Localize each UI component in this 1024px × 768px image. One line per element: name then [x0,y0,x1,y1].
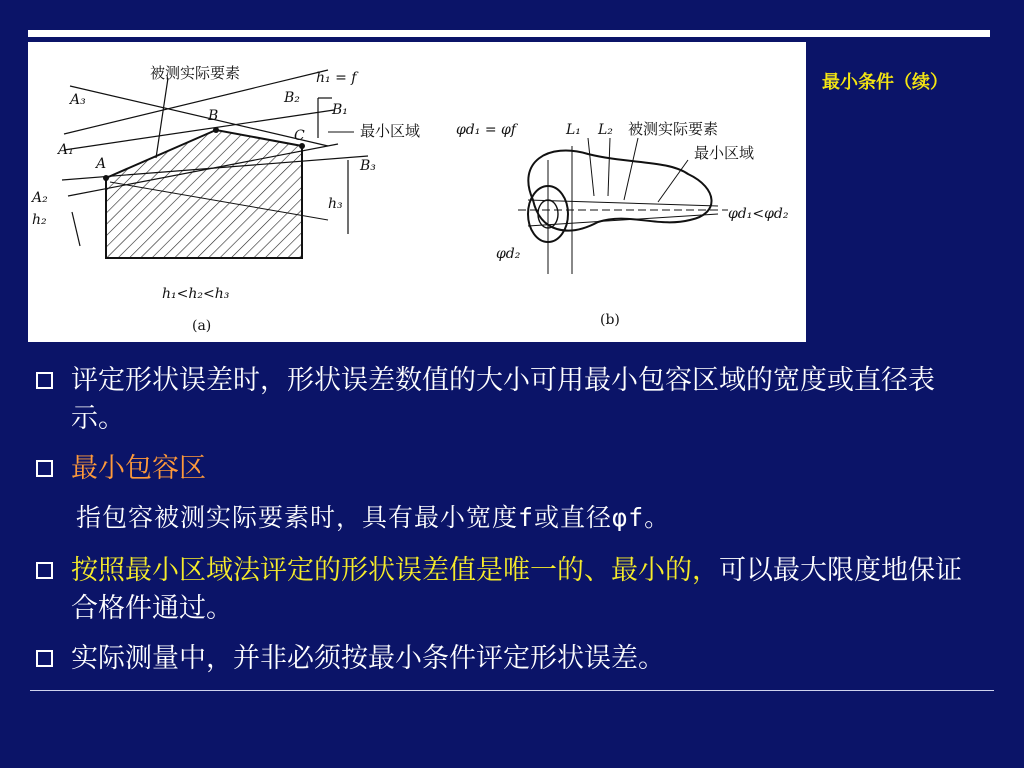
bullet-4 [36,640,976,678]
bottom-rule [30,690,994,691]
bullet-box-icon [36,460,53,477]
label-A2: A₂ [32,190,48,206]
bullet-box-icon [36,650,53,667]
leader-L2 [608,138,610,196]
caption-a: (a) [192,318,212,334]
label-measured-a: 被测实际要素 [150,64,241,82]
label-B: B [208,108,219,124]
slide-title: 最小条件（续） [822,72,948,93]
label-B2: B₂ [284,90,300,106]
label-h2: h₂ [32,212,47,228]
leader-L1 [588,138,594,196]
figure-diagram [28,42,806,342]
label-L2: L₂ [598,122,613,138]
label-min-zone-a: 最小区域 [360,122,421,140]
label-min-zone-b: 最小区域 [694,144,755,162]
blob-outline [528,151,711,231]
bullet-3-rest: 可以最大限度地保证合格件通过。 [71,555,962,624]
leader-measured-b [624,138,638,200]
label-A: A [96,156,107,172]
bullet-2-detail: 指包容被测实际要素时，具有最小宽度f或直径φf。 [76,503,671,532]
bullet-box-icon [36,372,53,389]
caption-b: (b) [600,312,620,328]
label-A3: A₃ [70,92,86,108]
point-A [103,175,109,181]
label-h3: h₃ [328,196,343,212]
bullet-1-text: 评定形状误差时，形状误差数值的大小可用最小包容区域的宽度或直径表示。 [71,365,935,434]
label-C: C [294,128,305,144]
bullet-3 [36,552,976,628]
label-B3: B₃ [360,158,376,174]
label-h1f: h₁ = f [316,70,357,86]
dim-h2 [72,212,80,246]
leader-measured [156,78,168,158]
figure-panel [28,42,806,342]
label-measured-b: 被测实际要素 [628,120,719,138]
label-L1: L₁ [566,122,581,138]
figure-b [456,120,789,328]
bullet-3-highlight: 按照最小区域法评定的形状误差值是唯一的、最小的， [71,555,719,586]
bullet-3-text [71,552,976,628]
label-A1: A₁ [58,142,74,158]
label-h-condition: h₁<h₂<h₃ [162,286,230,302]
bullet-2-text: 最小包容区 [71,453,206,484]
label-phid2: φd₂ [496,246,521,262]
label-B1: B₁ [332,102,348,118]
bullet-4-text: 实际测量中，并非必须按最小条件评定形状误差。 [71,643,665,674]
bullet-2 [36,450,976,488]
top-rule [28,30,990,37]
label-phi-lt: φd₁<φd₂ [728,206,789,222]
bullet-box-icon [36,562,53,579]
bullet-1 [36,362,976,438]
hatched-profile [106,130,302,258]
figure-a [30,64,420,334]
label-phi-eq: φd₁ = φf [456,122,516,138]
point-B [213,127,219,133]
